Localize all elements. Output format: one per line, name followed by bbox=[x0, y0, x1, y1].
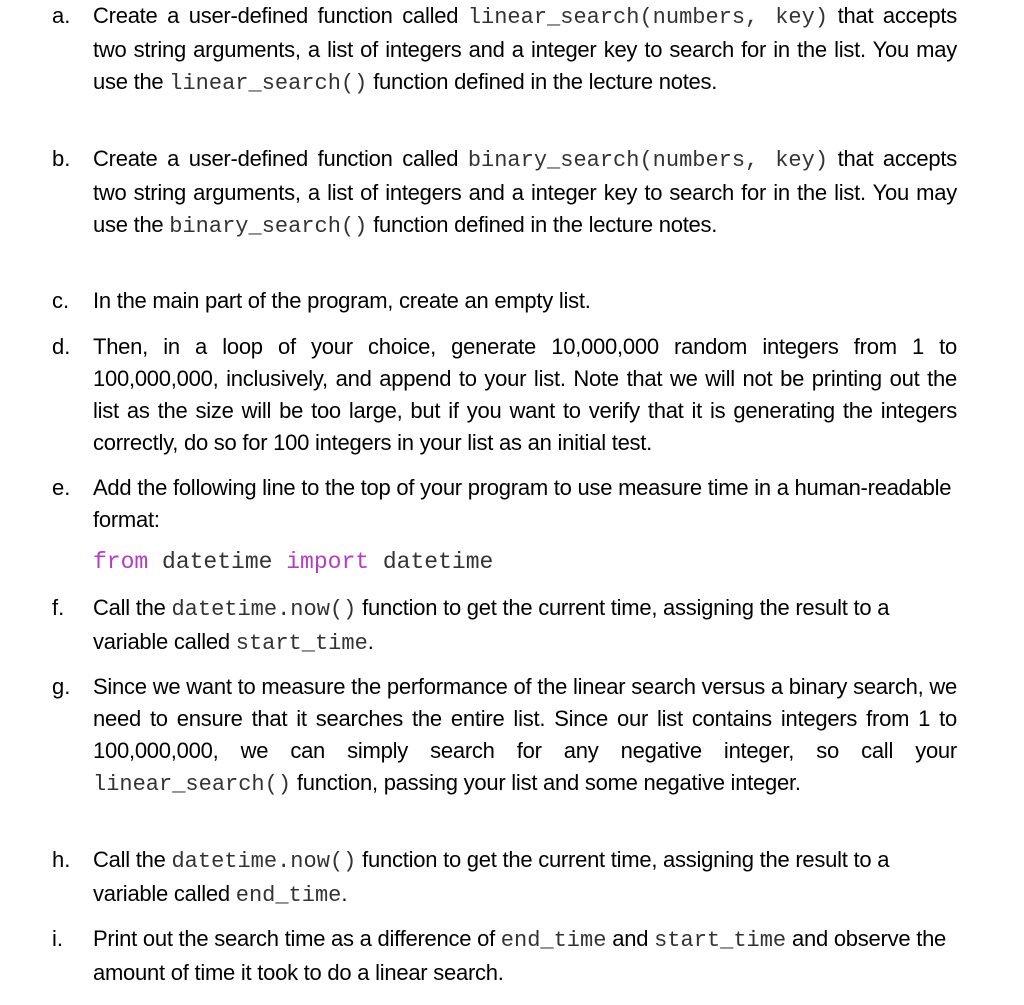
text-run: function defined in the lecture notes. bbox=[367, 69, 718, 94]
text-run: Add the following line to the top of your program to use measure time in a human-readable format: bbox=[93, 475, 952, 532]
text-run: and observe the amount of time it took to do a linear search. bbox=[93, 926, 947, 985]
text-run: Create a user-defined function called bbox=[93, 3, 468, 28]
text-run: function defined in the lecture notes. bbox=[367, 212, 718, 237]
list-item-text bbox=[93, 285, 957, 317]
text-run: that accepts two string arguments, a list of integers and a integer key to search for in the list. You may use the bbox=[93, 3, 957, 94]
inline-code: datetime.now() bbox=[171, 597, 357, 622]
list-marker: f. bbox=[52, 595, 65, 620]
code-text: datetime bbox=[369, 549, 494, 575]
text-run: and bbox=[606, 926, 655, 951]
inline-code: linear_search() bbox=[169, 71, 368, 96]
inline-code: start_time bbox=[654, 928, 787, 953]
code-text: datetime bbox=[148, 549, 287, 575]
list-marker: g. bbox=[52, 674, 71, 699]
text-run: Call the bbox=[93, 595, 172, 620]
text-run: Then, in a loop of your choice, generate 10,000,000 random integers from 1 to 100,000,000, inclusively, and append to your list. Note that we will not be printing out the list as the size will be too large, but if you want to verify that it is generating the integers correctly, do so for 100 integers in your list as an initial test. bbox=[93, 334, 957, 455]
list-marker: b. bbox=[52, 146, 71, 171]
inline-code: linear_search() bbox=[93, 772, 292, 797]
text-run: Print out the search time as a difference of bbox=[93, 926, 501, 951]
text-run: that accepts two string arguments, a list of integers and a integer key to search for in the list. You may use the bbox=[93, 146, 957, 237]
list-marker: h. bbox=[52, 847, 71, 872]
list-marker: a. bbox=[52, 3, 71, 28]
list-marker: d. bbox=[52, 334, 71, 359]
list-item-text bbox=[93, 0, 957, 100]
text-run: Create a user-defined function called bbox=[93, 146, 468, 171]
text-run: function to get the current time, assigning the result to a variable called bbox=[93, 595, 890, 654]
list-marker: e. bbox=[52, 475, 71, 500]
text-run: function to get the current time, assigning the result to a variable called bbox=[93, 847, 890, 906]
list-item-text bbox=[93, 671, 957, 801]
list-item-text bbox=[93, 923, 957, 989]
inline-code: datetime.now() bbox=[171, 849, 357, 874]
list-item-text bbox=[93, 592, 957, 660]
list-item-text bbox=[93, 472, 957, 536]
list-item-text bbox=[93, 143, 957, 243]
text-run: Call the bbox=[93, 847, 172, 872]
inline-code: binary_search(numbers, key) bbox=[467, 148, 829, 173]
text-run: function, passing your list and some negative integer. bbox=[291, 770, 801, 795]
inline-code: binary_search() bbox=[169, 214, 368, 239]
text-run: In the main part of the program, create an empty list. bbox=[93, 288, 591, 313]
list-marker: i. bbox=[52, 926, 63, 951]
list-item-text bbox=[93, 331, 957, 459]
list-item-text bbox=[93, 844, 957, 912]
text-run: Since we want to measure the performance of the linear search versus a binary search, we need to ensure that it searches the entire list. Since our list contains integers from 1 to 100,000,000, we can simply search for any negative integer, so call your bbox=[93, 674, 957, 763]
code-keyword: import bbox=[286, 549, 370, 575]
text-run: . bbox=[341, 881, 348, 906]
inline-code: end_time bbox=[500, 928, 607, 953]
list-marker: c. bbox=[52, 288, 70, 313]
inline-code: end_time bbox=[235, 883, 342, 908]
code-snippet bbox=[93, 546, 493, 578]
inline-code: start_time bbox=[235, 631, 368, 656]
text-run: . bbox=[367, 629, 374, 654]
inline-code: linear_search(numbers, key) bbox=[467, 5, 829, 30]
code-keyword: from bbox=[93, 549, 149, 575]
